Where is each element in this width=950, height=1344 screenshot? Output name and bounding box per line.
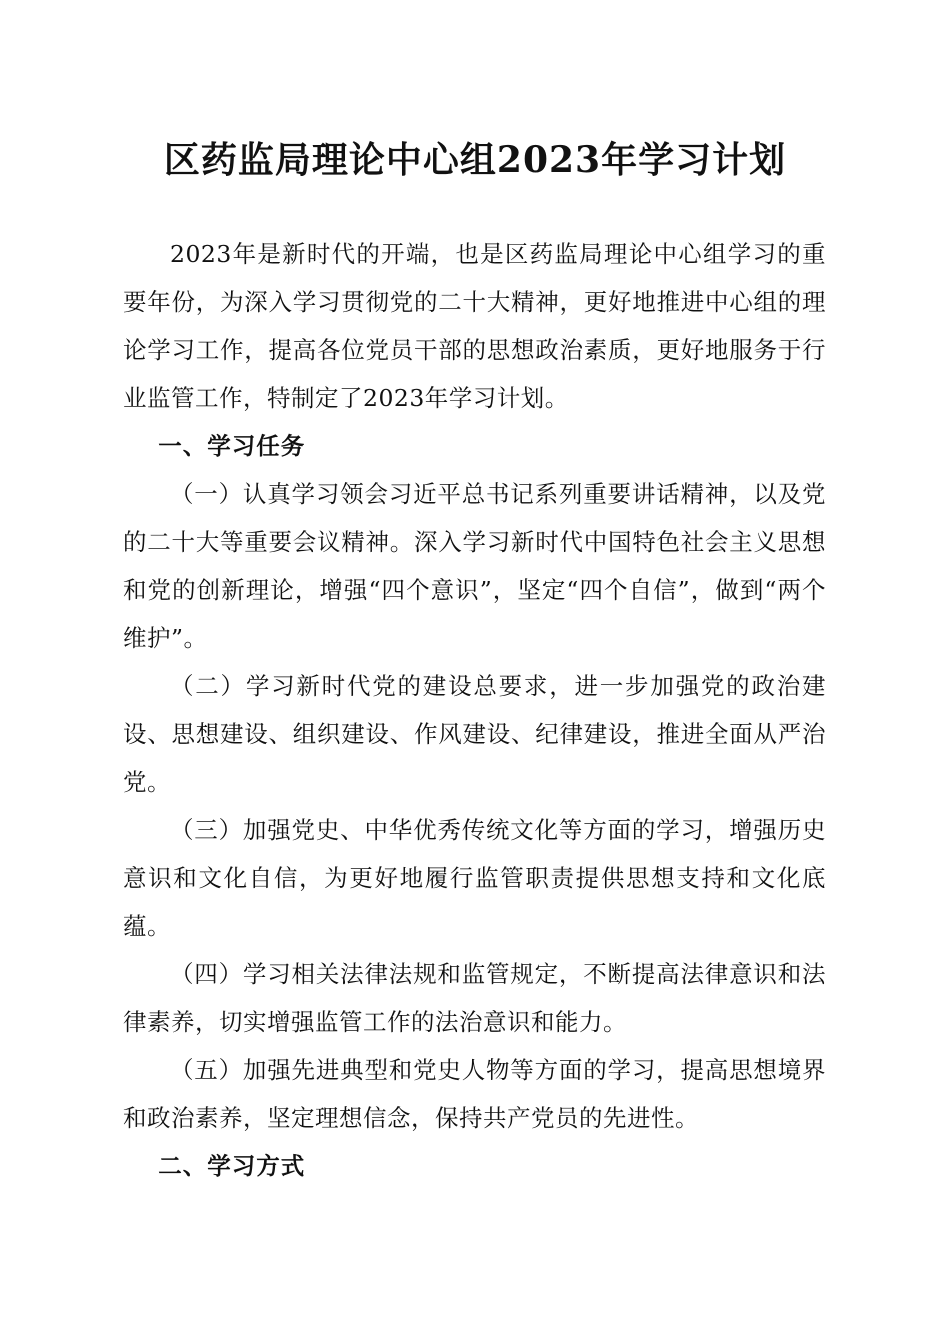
task-item-3: （三）加强党史、中华优秀传统文化等方面的学习，增强历史意识和文化自信，为更好地履行监管职责提供思想支持和文化底蕴。: [123, 816, 826, 940]
task-item-4: （四）学习相关法律法规和监管规定，不断提高法律意识和法律素养，切实增强监管工作的法治意识和能力。: [123, 960, 826, 1036]
task-item-2: （二）学习新时代党的建设总要求，进一步加强党的政治建设、思想建设、组织建设、作风建设、纪律建设，推进全面从严治党。: [123, 672, 826, 796]
task-item-1: （一）认真学习领会习近平总书记系列重要讲话精神，以及党的二十大等重要会议精神。深入学习新时代中国特色社会主义思想和党的创新理论，增强“四个意识”，坚定“四个自信”，做到“两个维护”。: [123, 480, 826, 652]
document-title: 区药监局理论中心组2023年学习计划: [163, 139, 787, 181]
intro-paragraph: 2023年是新时代的开端，也是区药监局理论中心组学习的重要年份，为深入学习贯彻党的二十大精神，更好地推进中心组的理论学习工作，提高各位党员干部的思想政治素质，更好地服务于行业监管工作，特制定了2023年学习计划。: [123, 240, 826, 412]
task-item-5: （五）加强先进典型和党史人物等方面的学习，提高思想境界和政治素养，坚定理想信念，保持共产党员的先进性。: [123, 1056, 826, 1132]
section-heading-tasks: 一、学习任务: [158, 432, 306, 460]
document-body: [123, 230, 826, 1190]
section-heading-methods: 二、学习方式: [158, 1152, 306, 1180]
